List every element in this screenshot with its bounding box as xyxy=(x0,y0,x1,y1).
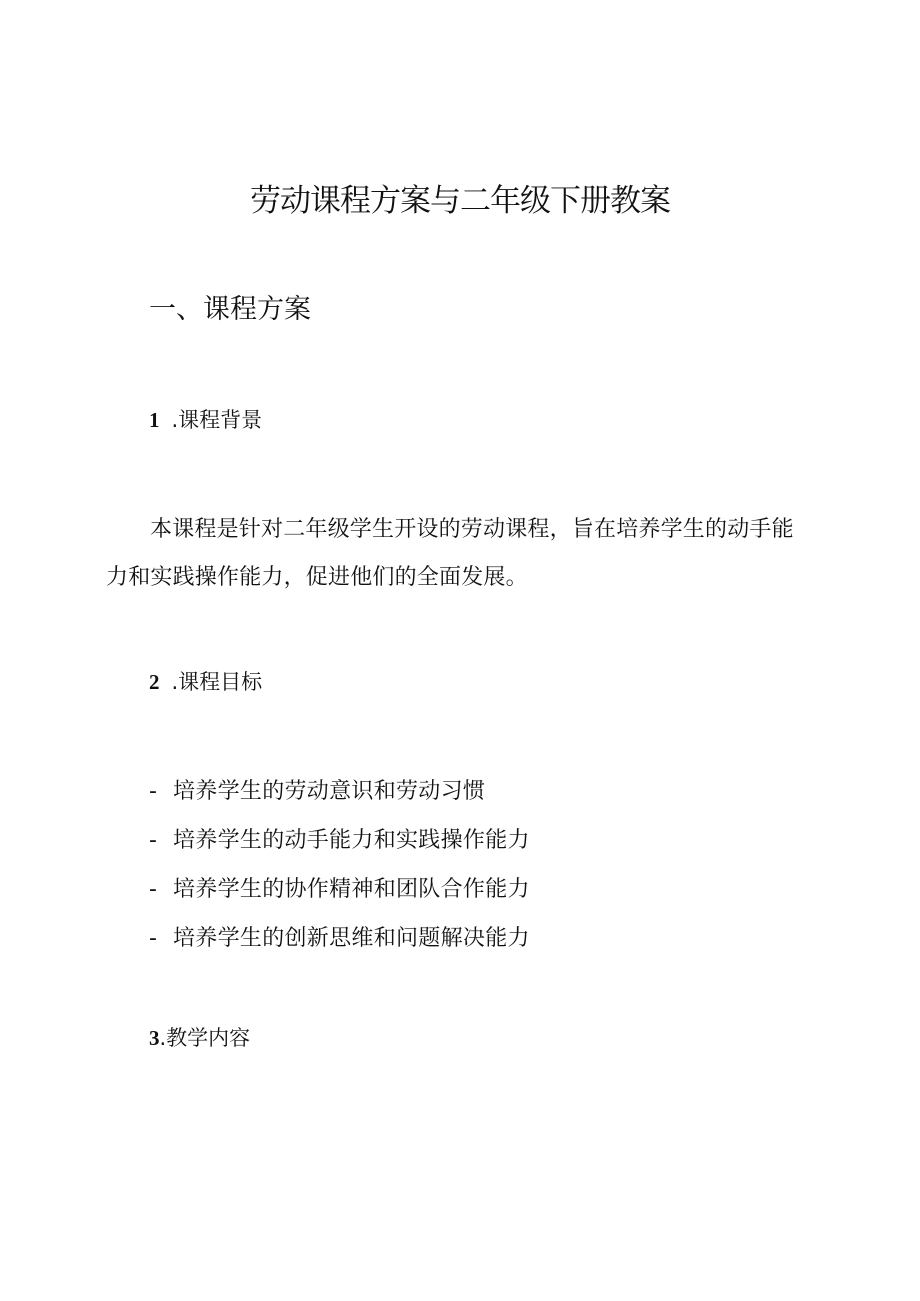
bullet-dash: - xyxy=(149,926,158,951)
bullet-dash: - xyxy=(149,779,158,804)
subsection-heading-background xyxy=(149,402,262,438)
list-item xyxy=(149,816,530,865)
list-item xyxy=(149,865,530,914)
subsection-heading-content xyxy=(149,1020,250,1056)
subsection-title: .教学内容 xyxy=(159,1026,251,1050)
background-paragraph: 本课程是针对二年级学生开设的劳动课程，旨在培养学生的动手能力和实践操作能力，促进他们的全面发展。 xyxy=(106,517,794,590)
subsection-heading-goals xyxy=(149,664,262,700)
list-item xyxy=(149,914,530,963)
subsection-number: 3 xyxy=(149,1026,160,1050)
section-heading-course-plan: 一、课程方案 xyxy=(149,294,311,325)
document-title: 劳动课程方案与二年级下册教案 xyxy=(250,183,670,219)
bullet-dash: - xyxy=(149,877,158,902)
goal-text: 培养学生的创新思维和问题解决能力 xyxy=(173,926,530,951)
subsection-number: 2 xyxy=(149,670,160,694)
bullet-dash: - xyxy=(149,828,158,853)
goal-list xyxy=(149,767,530,963)
subsection-title: .课程目标 xyxy=(171,670,263,694)
list-item xyxy=(149,767,530,816)
subsection-number: 1 xyxy=(149,408,160,432)
goal-text: 培养学生的劳动意识和劳动习惯 xyxy=(173,779,486,804)
goal-text: 培养学生的动手能力和实践操作能力 xyxy=(173,828,530,853)
subsection-title: .课程背景 xyxy=(171,408,263,432)
goal-text: 培养学生的协作精神和团队合作能力 xyxy=(173,877,530,902)
